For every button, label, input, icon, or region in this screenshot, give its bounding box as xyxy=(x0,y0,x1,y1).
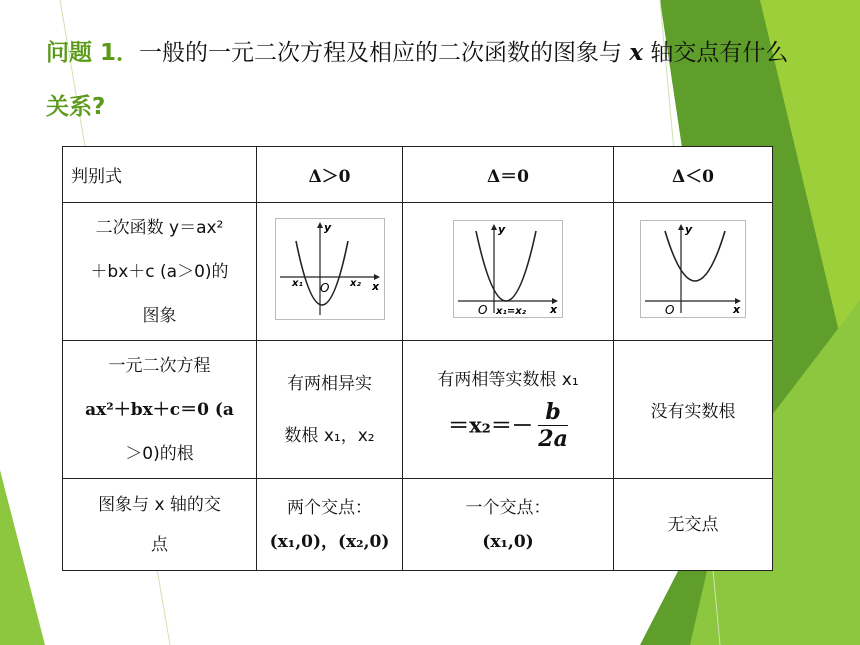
function-label-line2: ＋bx＋c (a＞0)的 xyxy=(90,261,229,282)
y-label: y xyxy=(323,221,331,234)
roots-cell-equal xyxy=(403,341,614,479)
parabola-graph-two-roots xyxy=(275,218,385,320)
parabola-graph-one-root xyxy=(453,220,563,318)
header-row-label-text: 判别式 xyxy=(71,167,122,187)
x-label: x xyxy=(371,280,379,293)
header-delta-positive xyxy=(257,147,403,203)
fraction xyxy=(538,399,568,452)
header-delta-positive-text: Δ＞0 xyxy=(308,167,351,187)
intersections-row-label xyxy=(63,479,257,571)
intersections-label-line1: 图象与 x 轴的交 xyxy=(98,494,221,515)
root2-label: x₂ xyxy=(349,278,361,289)
question-text xyxy=(46,26,806,134)
fraction-numerator: b xyxy=(538,399,568,426)
roots-row-label xyxy=(63,341,257,479)
intersections-one-line1: 一个交点： xyxy=(465,497,551,518)
roots-two-line2: 数根 x₁，x₂ xyxy=(284,425,375,446)
graph-cell-two-roots xyxy=(257,203,403,341)
root1-label: x₁ xyxy=(291,278,303,289)
header-delta-negative-text: Δ＜0 xyxy=(671,167,715,187)
y-label: y xyxy=(498,223,506,236)
table-row-intersections xyxy=(63,479,773,571)
parabola-graph-no-root xyxy=(640,220,746,318)
parabola-curve xyxy=(476,231,536,301)
roots-equal-formula xyxy=(403,399,613,452)
header-delta-zero xyxy=(403,147,614,203)
table-row-function xyxy=(63,203,773,341)
intersections-two-line2: (x₁,0)，(x₂,0) xyxy=(269,531,390,552)
intersections-two-line1: 两个交点： xyxy=(287,497,372,518)
table-header-row xyxy=(63,147,773,203)
roots-label-line3: ＞0)的根 xyxy=(125,443,194,464)
question-label: 问题 1． xyxy=(46,40,140,66)
roots-equal-line1: 有两相等实数根 x₁ xyxy=(437,370,579,390)
discriminant-table xyxy=(62,146,773,571)
parabola-curve xyxy=(665,231,725,281)
y-axis-arrow xyxy=(317,222,323,228)
function-row-label xyxy=(63,203,257,341)
question-text-after: 轴交点有什么 xyxy=(643,40,789,66)
double-root-label: x₁=x₂ xyxy=(496,306,527,317)
y-axis-arrow xyxy=(678,224,684,230)
header-delta-negative xyxy=(614,147,773,203)
origin-label: O xyxy=(478,303,488,317)
table-row-roots xyxy=(63,341,773,479)
question-highlight: 关系? xyxy=(46,94,106,120)
function-label-line1: 二次函数 y＝ax² xyxy=(95,217,224,238)
roots-two-line1: 有两相异实 xyxy=(287,373,372,394)
intersections-one-line2: (x₁,0) xyxy=(482,531,534,552)
origin-label: O xyxy=(319,281,329,295)
parabola-curve xyxy=(296,241,348,305)
y-axis-arrow xyxy=(491,224,497,230)
x-label: x xyxy=(550,303,558,316)
graph-cell-no-root xyxy=(614,203,773,341)
intersections-cell-one xyxy=(403,479,614,571)
y-label: y xyxy=(685,223,693,236)
roots-label-line1: 一元二次方程 xyxy=(108,355,211,376)
graph-cell-one-root xyxy=(403,203,614,341)
intersections-label-line2: 点 xyxy=(151,534,168,555)
header-delta-zero-text: Δ＝0 xyxy=(486,167,530,187)
roots-cell-none xyxy=(614,341,773,479)
roots-none-text: 没有实数根 xyxy=(650,402,736,422)
roots-equal-prefix: ＝x₂＝－ xyxy=(448,412,533,438)
origin-label: O xyxy=(665,303,675,317)
x-label: x xyxy=(733,303,741,316)
intersections-cell-two xyxy=(257,479,403,571)
question-text-before: 一般的一元二次方程及相应的二次函数的图象与 xyxy=(139,40,630,66)
fraction-denominator: 2a xyxy=(538,426,568,452)
question-axis-var: x xyxy=(629,39,644,66)
deco-light-green-left xyxy=(0,470,45,645)
header-row-label xyxy=(63,147,257,203)
intersections-none-text: 无交点 xyxy=(667,514,719,535)
roots-label-line2: ax²＋bx＋c＝0 (a xyxy=(85,399,234,420)
intersections-cell-none xyxy=(614,479,773,571)
roots-cell-two xyxy=(257,341,403,479)
function-label-line3: 图象 xyxy=(142,305,177,326)
